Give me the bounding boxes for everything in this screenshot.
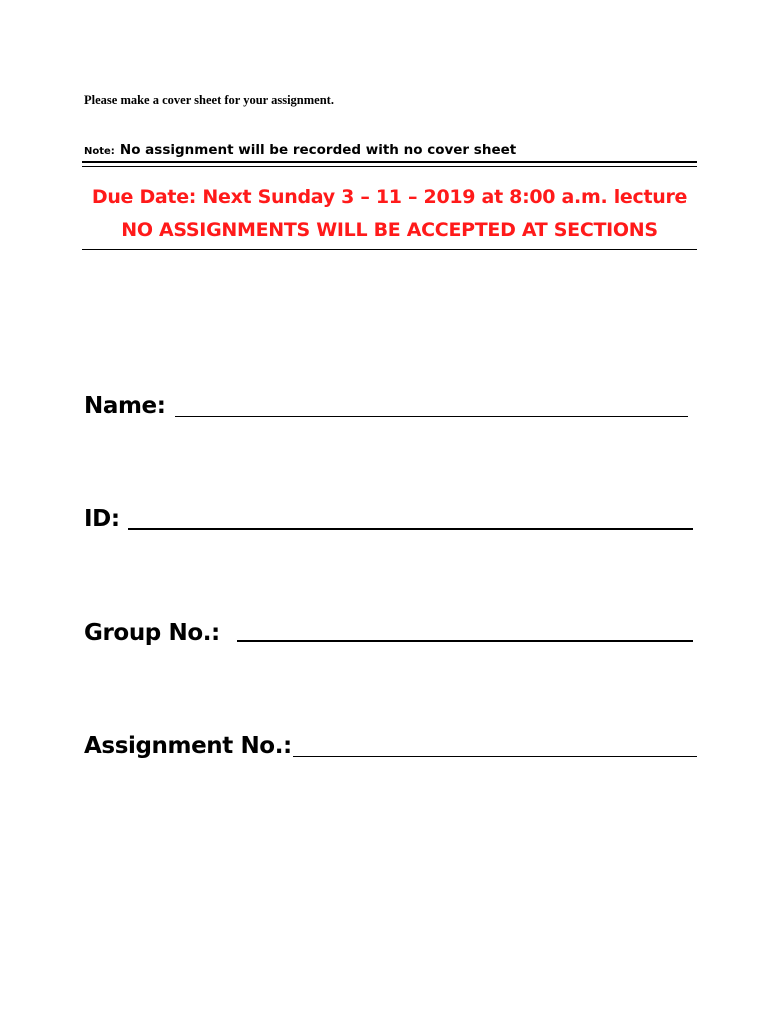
sections-warning-line: NO ASSIGNMENTS WILL BE ACCEPTED AT SECTIONS <box>121 219 658 241</box>
intro-text: Please make a cover sheet for your assignment. <box>84 93 334 107</box>
note-text: No assignment will be recorded with no cover sheet <box>119 142 517 158</box>
double-rule-bottom <box>82 166 697 167</box>
double-rule-top <box>82 161 697 163</box>
note-line <box>84 139 516 158</box>
divider-rule <box>82 249 697 250</box>
id-label: ID: <box>84 506 120 532</box>
group-label: Group No.: <box>84 620 220 646</box>
name-write-line[interactable] <box>175 416 688 417</box>
assignment-label: Assignment No.: <box>84 733 292 759</box>
group-write-line[interactable] <box>237 640 693 642</box>
due-date-line: Due Date: Next Sunday 3 – 11 – 2019 at 8:00 a.m. lecture <box>91 186 688 208</box>
note-label: Note: <box>84 146 115 157</box>
name-label: Name: <box>84 393 166 419</box>
id-write-line[interactable] <box>128 528 693 530</box>
assignment-write-line[interactable] <box>293 756 697 757</box>
